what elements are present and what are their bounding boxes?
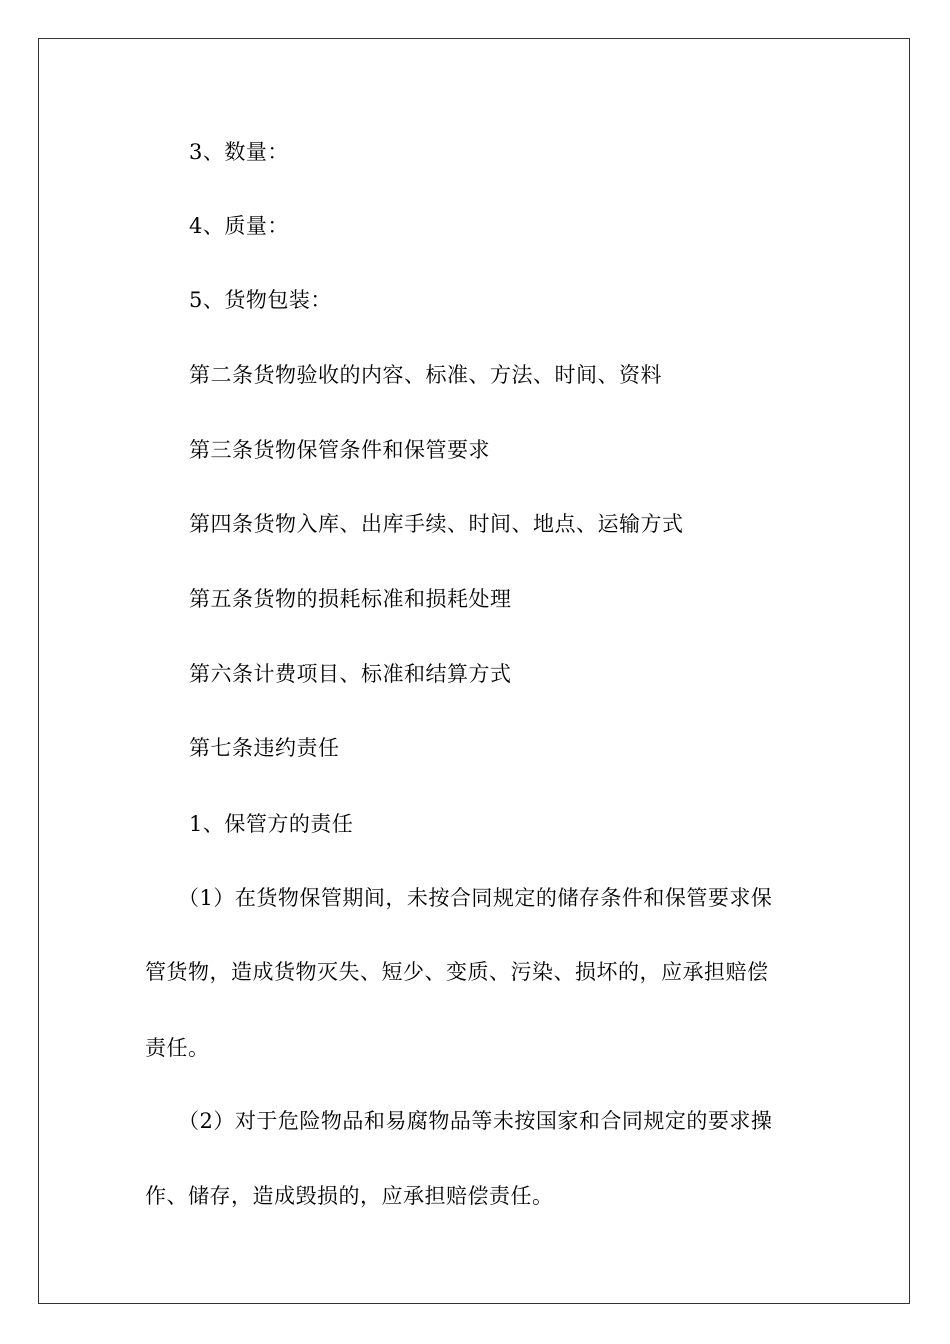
item-quantity: 3、数量：: [189, 140, 289, 164]
article-4: 第四条货物入库、出库手续、时间、地点、运输方式: [189, 512, 684, 536]
article-5: 第五条货物的损耗标准和损耗处理: [189, 587, 512, 611]
clause-1-line-2: 管货物，造成货物灭失、短少、变质、污染、损坏的，应承担赔偿: [145, 960, 769, 984]
article-7: 第七条违约责任: [189, 736, 340, 760]
custodian-responsibility-heading: 1、保管方的责任: [189, 812, 354, 836]
clause-2-line-2: 作、储存，造成毁损的，应承担赔偿责任。: [145, 1184, 554, 1208]
article-2: 第二条货物验收的内容、标准、方法、时间、资料: [189, 363, 662, 387]
clause-2-line-1: （2）对于危险物品和易腐物品等未按国家和合同规定的要求操: [178, 1109, 773, 1133]
item-quality: 4、质量：: [189, 214, 289, 238]
item-packaging: 5、货物包装：: [189, 288, 332, 312]
clause-1-line-1: （1）在货物保管期间，未按合同规定的储存条件和保管要求保: [178, 886, 773, 910]
clause-1-line-3: 责任。: [145, 1036, 210, 1060]
article-6: 第六条计费项目、标准和结算方式: [189, 662, 512, 686]
article-3: 第三条货物保管条件和保管要求: [189, 438, 490, 462]
